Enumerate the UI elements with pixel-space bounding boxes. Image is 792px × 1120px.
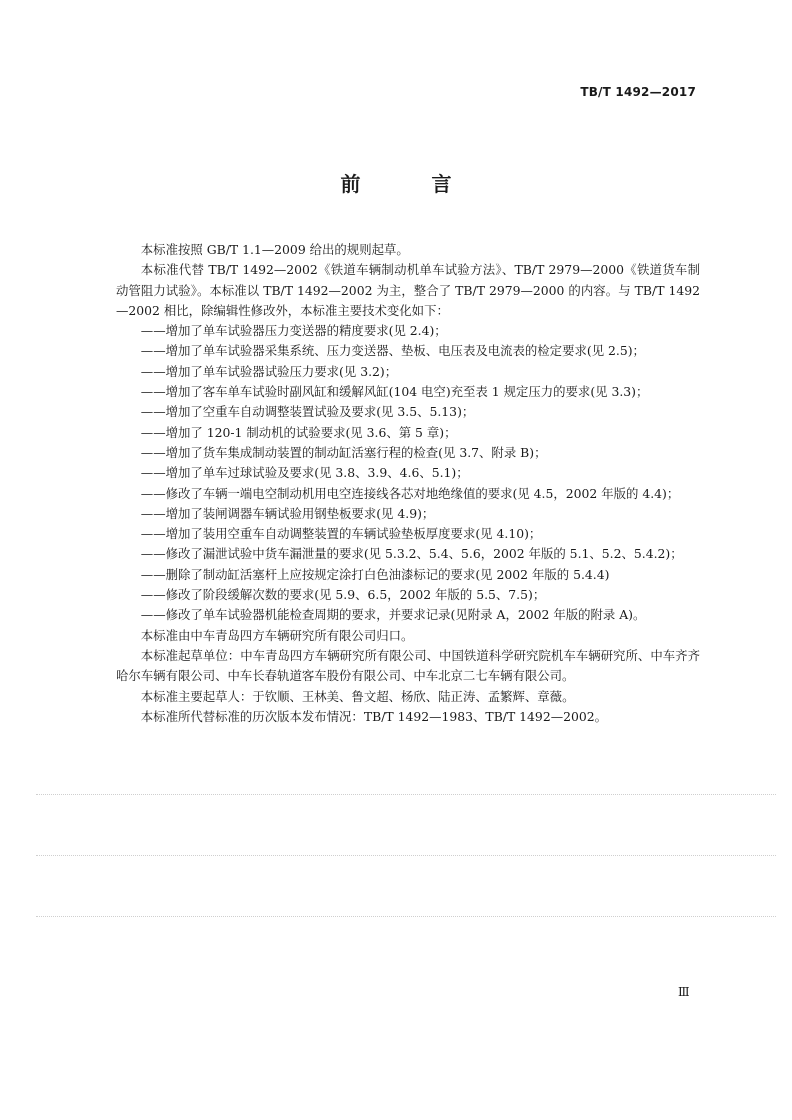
- preface-body: [116, 240, 700, 727]
- list-item: ——增加了单车过球试验及要求(见 3.8、3.9、4.6、5.1)；: [140, 465, 469, 481]
- list-item: ——修改了漏泄试验中货车漏泄量的要求(见 5.3.2、5.4、5.6，2002 年版的 5.1、5.2、5.4.2)；: [140, 546, 683, 562]
- list-item: ——增加了装闸调器车辆试验用钢垫板要求(见 4.9)；: [140, 505, 435, 521]
- list-item: ——增加了货车集成制动装置的制动缸活塞行程的检查(见 3.7、附录 B)；: [140, 444, 547, 460]
- list-item: ——增加了单车试验器压力变送器的精度要求(见 2.4)；: [140, 323, 447, 339]
- paragraph-drafters: 本标准主要起草人：于钦顺、王林美、鲁文超、杨欣、陆正涛、孟繁辉、章薇。: [140, 688, 575, 704]
- list-item: ——修改了单车试验器机能检查周期的要求，并要求记录(见附录 A，2002 年版的附录 A)。: [140, 607, 646, 623]
- page-title: 前 言: [340, 172, 484, 196]
- dotted-divider: [36, 794, 776, 795]
- dotted-divider: [36, 916, 776, 917]
- list-item: ——增加了单车试验器试验压力要求(见 3.2)；: [140, 363, 398, 379]
- list-item: ——修改了车辆一端电空制动机用电空连接线各芯对地绝缘值的要求(见 4.5，2002 年版的 4.4)；: [140, 485, 680, 501]
- paragraph-history: 本标准所代替标准的历次版本发布情况：TB/T 1492—1983、TB/T 1492—2002。: [140, 708, 608, 724]
- list-item: ——增加了装用空重车自动调整装置的车辆试验垫板厚度要求(见 4.10)；: [140, 526, 542, 542]
- list-item: ——增加了 120-1 制动机的试验要求(见 3.6、第 5 章)；: [140, 424, 457, 440]
- paragraph-replacement: 本标准代替 TB/T 1492—2002《铁道车辆制动机单车试验方法》、TB/T 2979—2000《铁道货车制动管阻力试验》。本标准以 TB/T 1492—2002 为主，整合了 TB/T 2979—2000 的内容。与 TB/T 1492—2002 相比，除编辑性修改外，本标准主要技术变化如下：: [116, 262, 700, 318]
- paragraph-drafting-rules: 本标准按照 GB/T 1.1—2009 给出的规则起草。: [140, 242, 409, 257]
- paragraph-jurisdiction: 本标准由中车青岛四方车辆研究所有限公司归口。: [140, 627, 414, 643]
- list-item: ——修改了阶段缓解次数的要求(见 5.9、6.5，2002 年版的 5.5、7.5)；: [140, 587, 546, 603]
- document-number: TB/T 1492—2017: [580, 85, 696, 99]
- list-item: ——删除了制动缸活塞杆上应按规定涂打白色油漆标记的要求(见 2002 年版的 5.4.4): [140, 566, 610, 582]
- list-item: ——增加了单车试验器采集系统、压力变送器、垫板、电压表及电流表的检定要求(见 2.5)；: [140, 343, 645, 359]
- list-item: ——增加了空重车自动调整装置试验及要求(见 3.5、5.13)；: [140, 404, 475, 420]
- page-number: Ⅲ: [678, 985, 690, 999]
- changes-list: [116, 321, 700, 625]
- list-item: ——增加了客车单车试验时副风缸和缓解风缸(104 电空)充至表 1 规定压力的要求(见 3.3)；: [140, 384, 649, 400]
- paragraph-drafting-units: 本标准起草单位：中车青岛四方车辆研究所有限公司、中国铁道科学研究院机车车辆研究所、中车齐齐哈尔车辆有限公司、中车长春轨道客车股份有限公司、中车北京二七车辆有限公司。: [116, 647, 700, 684]
- dotted-divider: [36, 855, 776, 856]
